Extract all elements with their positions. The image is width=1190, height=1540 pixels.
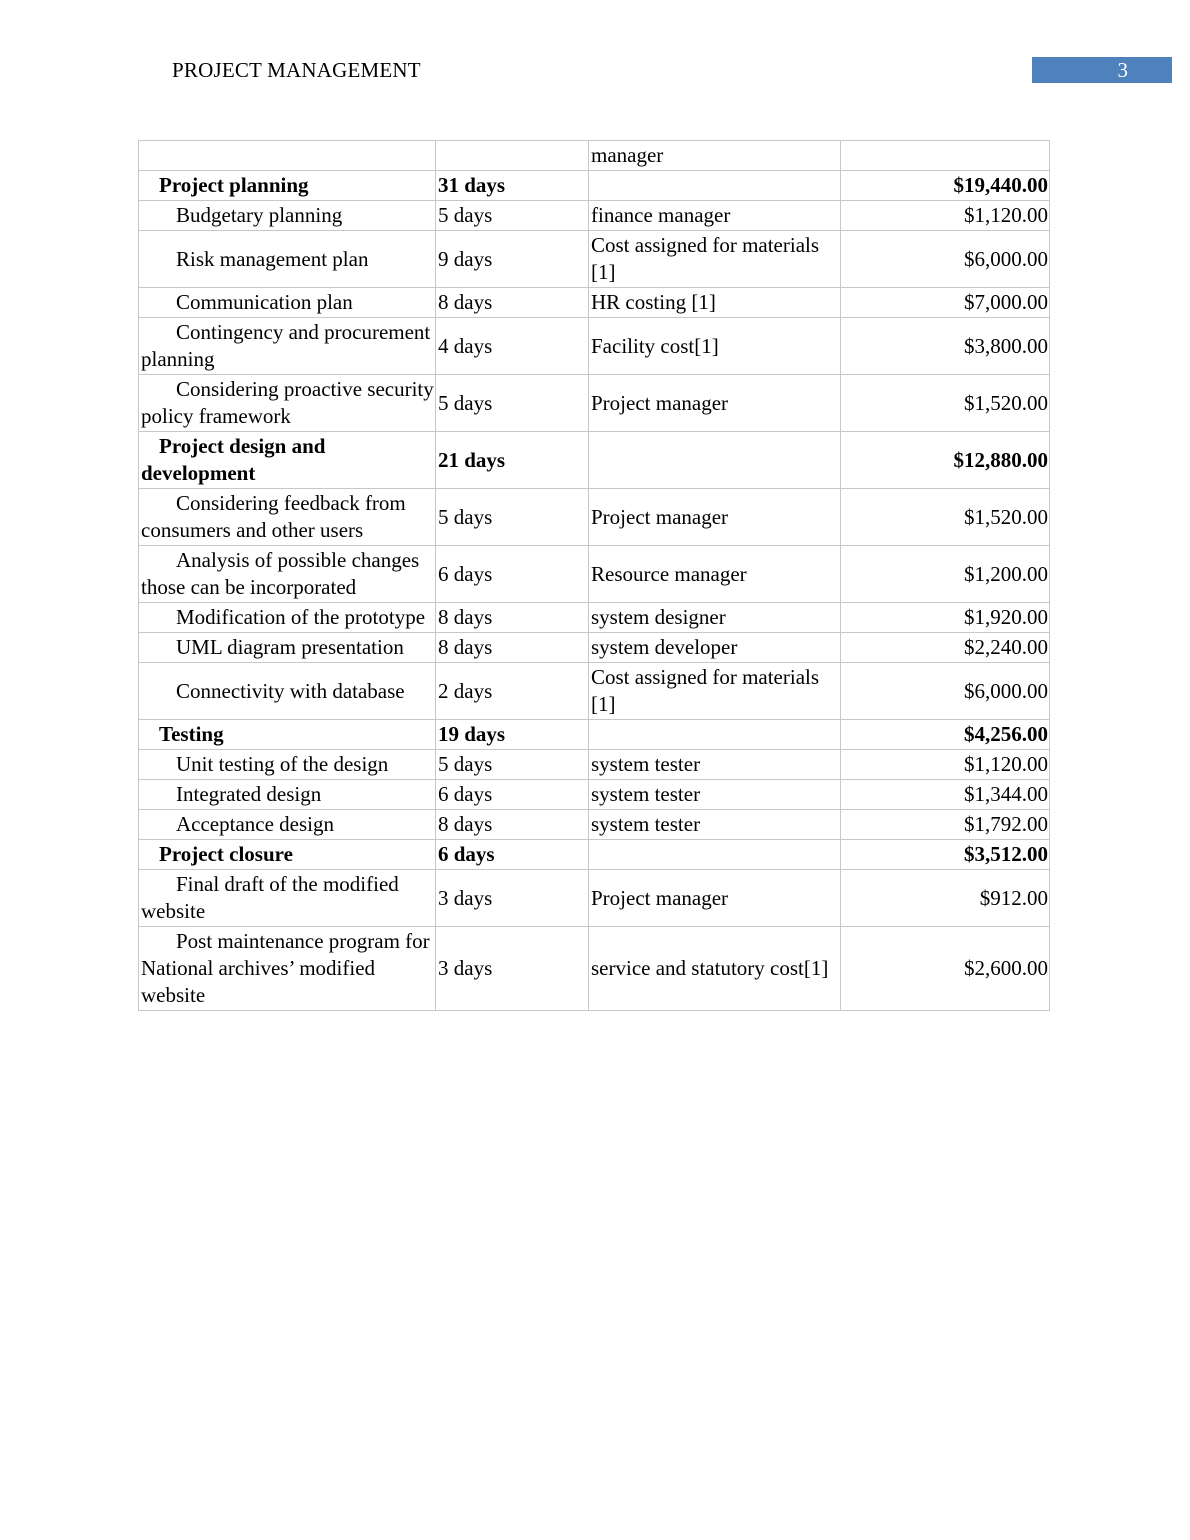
cost-cell [841,141,1050,171]
duration-cell [436,141,589,171]
cost-cell: $1,344.00 [841,780,1050,810]
running-header-title: PROJECT MANAGEMENT [172,58,421,82]
cost-cell: $4,256.00 [841,720,1050,750]
resource-cell: system tester [589,810,841,840]
resource-cell: Cost assigned for materials [1] [589,231,841,288]
cost-cell: $1,120.00 [841,201,1050,231]
duration-cell: 6 days [436,840,589,870]
page-number-badge [1032,57,1172,83]
duration-cell: 3 days [436,927,589,1011]
duration-cell: 5 days [436,375,589,432]
task-name-cell: Unit testing of the design [139,750,436,780]
task-name-cell: Budgetary planning [139,201,436,231]
duration-cell: 6 days [436,780,589,810]
task-name-cell [139,141,436,171]
task-row [139,633,1050,663]
task-name-cell: Analysis of possible changes those can be incorporated [139,546,436,603]
resource-cell: system developer [589,633,841,663]
task-name-cell: Post maintenance program for National archives’ modified website [139,927,436,1011]
task-name-cell: UML diagram presentation [139,633,436,663]
task-name-cell: Connectivity with database [139,663,436,720]
summary-task-row [139,720,1050,750]
task-row [139,375,1050,432]
task-name-cell: Considering feedback from consumers and other users [139,489,436,546]
task-row [139,663,1050,720]
resource-cell: system tester [589,750,841,780]
cost-cell: $1,792.00 [841,810,1050,840]
task-row [139,231,1050,288]
task-name-cell: Acceptance design [139,810,436,840]
resource-cell [589,432,841,489]
duration-cell: 8 days [436,603,589,633]
task-name-cell: Project design and development [139,432,436,489]
cost-cell: $3,512.00 [841,840,1050,870]
duration-cell: 8 days [436,633,589,663]
task-name-cell: Project closure [139,840,436,870]
cost-cell: $6,000.00 [841,663,1050,720]
duration-cell: 5 days [436,201,589,231]
resource-cell: system designer [589,603,841,633]
task-name-cell: Considering proactive security policy framework [139,375,436,432]
cost-cell: $1,920.00 [841,603,1050,633]
resource-cell [589,840,841,870]
task-row [139,489,1050,546]
task-row [139,603,1050,633]
duration-cell: 19 days [436,720,589,750]
duration-cell: 9 days [436,231,589,288]
task-row [139,318,1050,375]
duration-cell: 31 days [436,171,589,201]
duration-cell: 8 days [436,288,589,318]
cost-cell: $12,880.00 [841,432,1050,489]
task-row [139,201,1050,231]
cost-cell: $1,520.00 [841,375,1050,432]
duration-cell: 8 days [436,810,589,840]
cost-cell: $3,800.00 [841,318,1050,375]
cost-cell: $2,600.00 [841,927,1050,1011]
cost-table-body [139,141,1050,1011]
resource-cell [589,720,841,750]
duration-cell: 2 days [436,663,589,720]
duration-cell: 5 days [436,750,589,780]
resource-cell [589,171,841,201]
duration-cell: 5 days [436,489,589,546]
resource-cell: Project manager [589,870,841,927]
resource-cell: manager [589,141,841,171]
task-row [139,870,1050,927]
duration-cell: 21 days [436,432,589,489]
cost-cell: $1,200.00 [841,546,1050,603]
task-name-cell: Modification of the prototype [139,603,436,633]
duration-cell: 3 days [436,870,589,927]
task-row [139,927,1050,1011]
task-name-cell: Communication plan [139,288,436,318]
task-row [139,750,1050,780]
task-row [139,780,1050,810]
resource-cell: system tester [589,780,841,810]
cost-cell: $6,000.00 [841,231,1050,288]
cost-cell: $7,000.00 [841,288,1050,318]
resource-cell: Project manager [589,375,841,432]
task-row [139,288,1050,318]
task-row [139,546,1050,603]
task-name-cell: Contingency and procurement planning [139,318,436,375]
cost-cell: $1,520.00 [841,489,1050,546]
task-row [139,141,1050,171]
duration-cell: 4 days [436,318,589,375]
resource-cell: HR costing [1] [589,288,841,318]
project-cost-table [138,140,1050,1011]
cost-cell: $912.00 [841,870,1050,927]
resource-cell: Project manager [589,489,841,546]
task-row [139,810,1050,840]
cost-cell: $1,120.00 [841,750,1050,780]
task-name-cell: Final draft of the modified website [139,870,436,927]
page-number: 3 [1117,58,1128,82]
summary-task-row [139,840,1050,870]
resource-cell: Cost assigned for materials [1] [589,663,841,720]
task-name-cell: Testing [139,720,436,750]
summary-task-row [139,432,1050,489]
task-name-cell: Integrated design [139,780,436,810]
cost-cell: $19,440.00 [841,171,1050,201]
task-name-cell: Project planning [139,171,436,201]
summary-task-row [139,171,1050,201]
task-name-cell: Risk management plan [139,231,436,288]
resource-cell: service and statutory cost[1] [589,927,841,1011]
resource-cell: Resource manager [589,546,841,603]
cost-cell: $2,240.00 [841,633,1050,663]
duration-cell: 6 days [436,546,589,603]
resource-cell: finance manager [589,201,841,231]
resource-cell: Facility cost[1] [589,318,841,375]
